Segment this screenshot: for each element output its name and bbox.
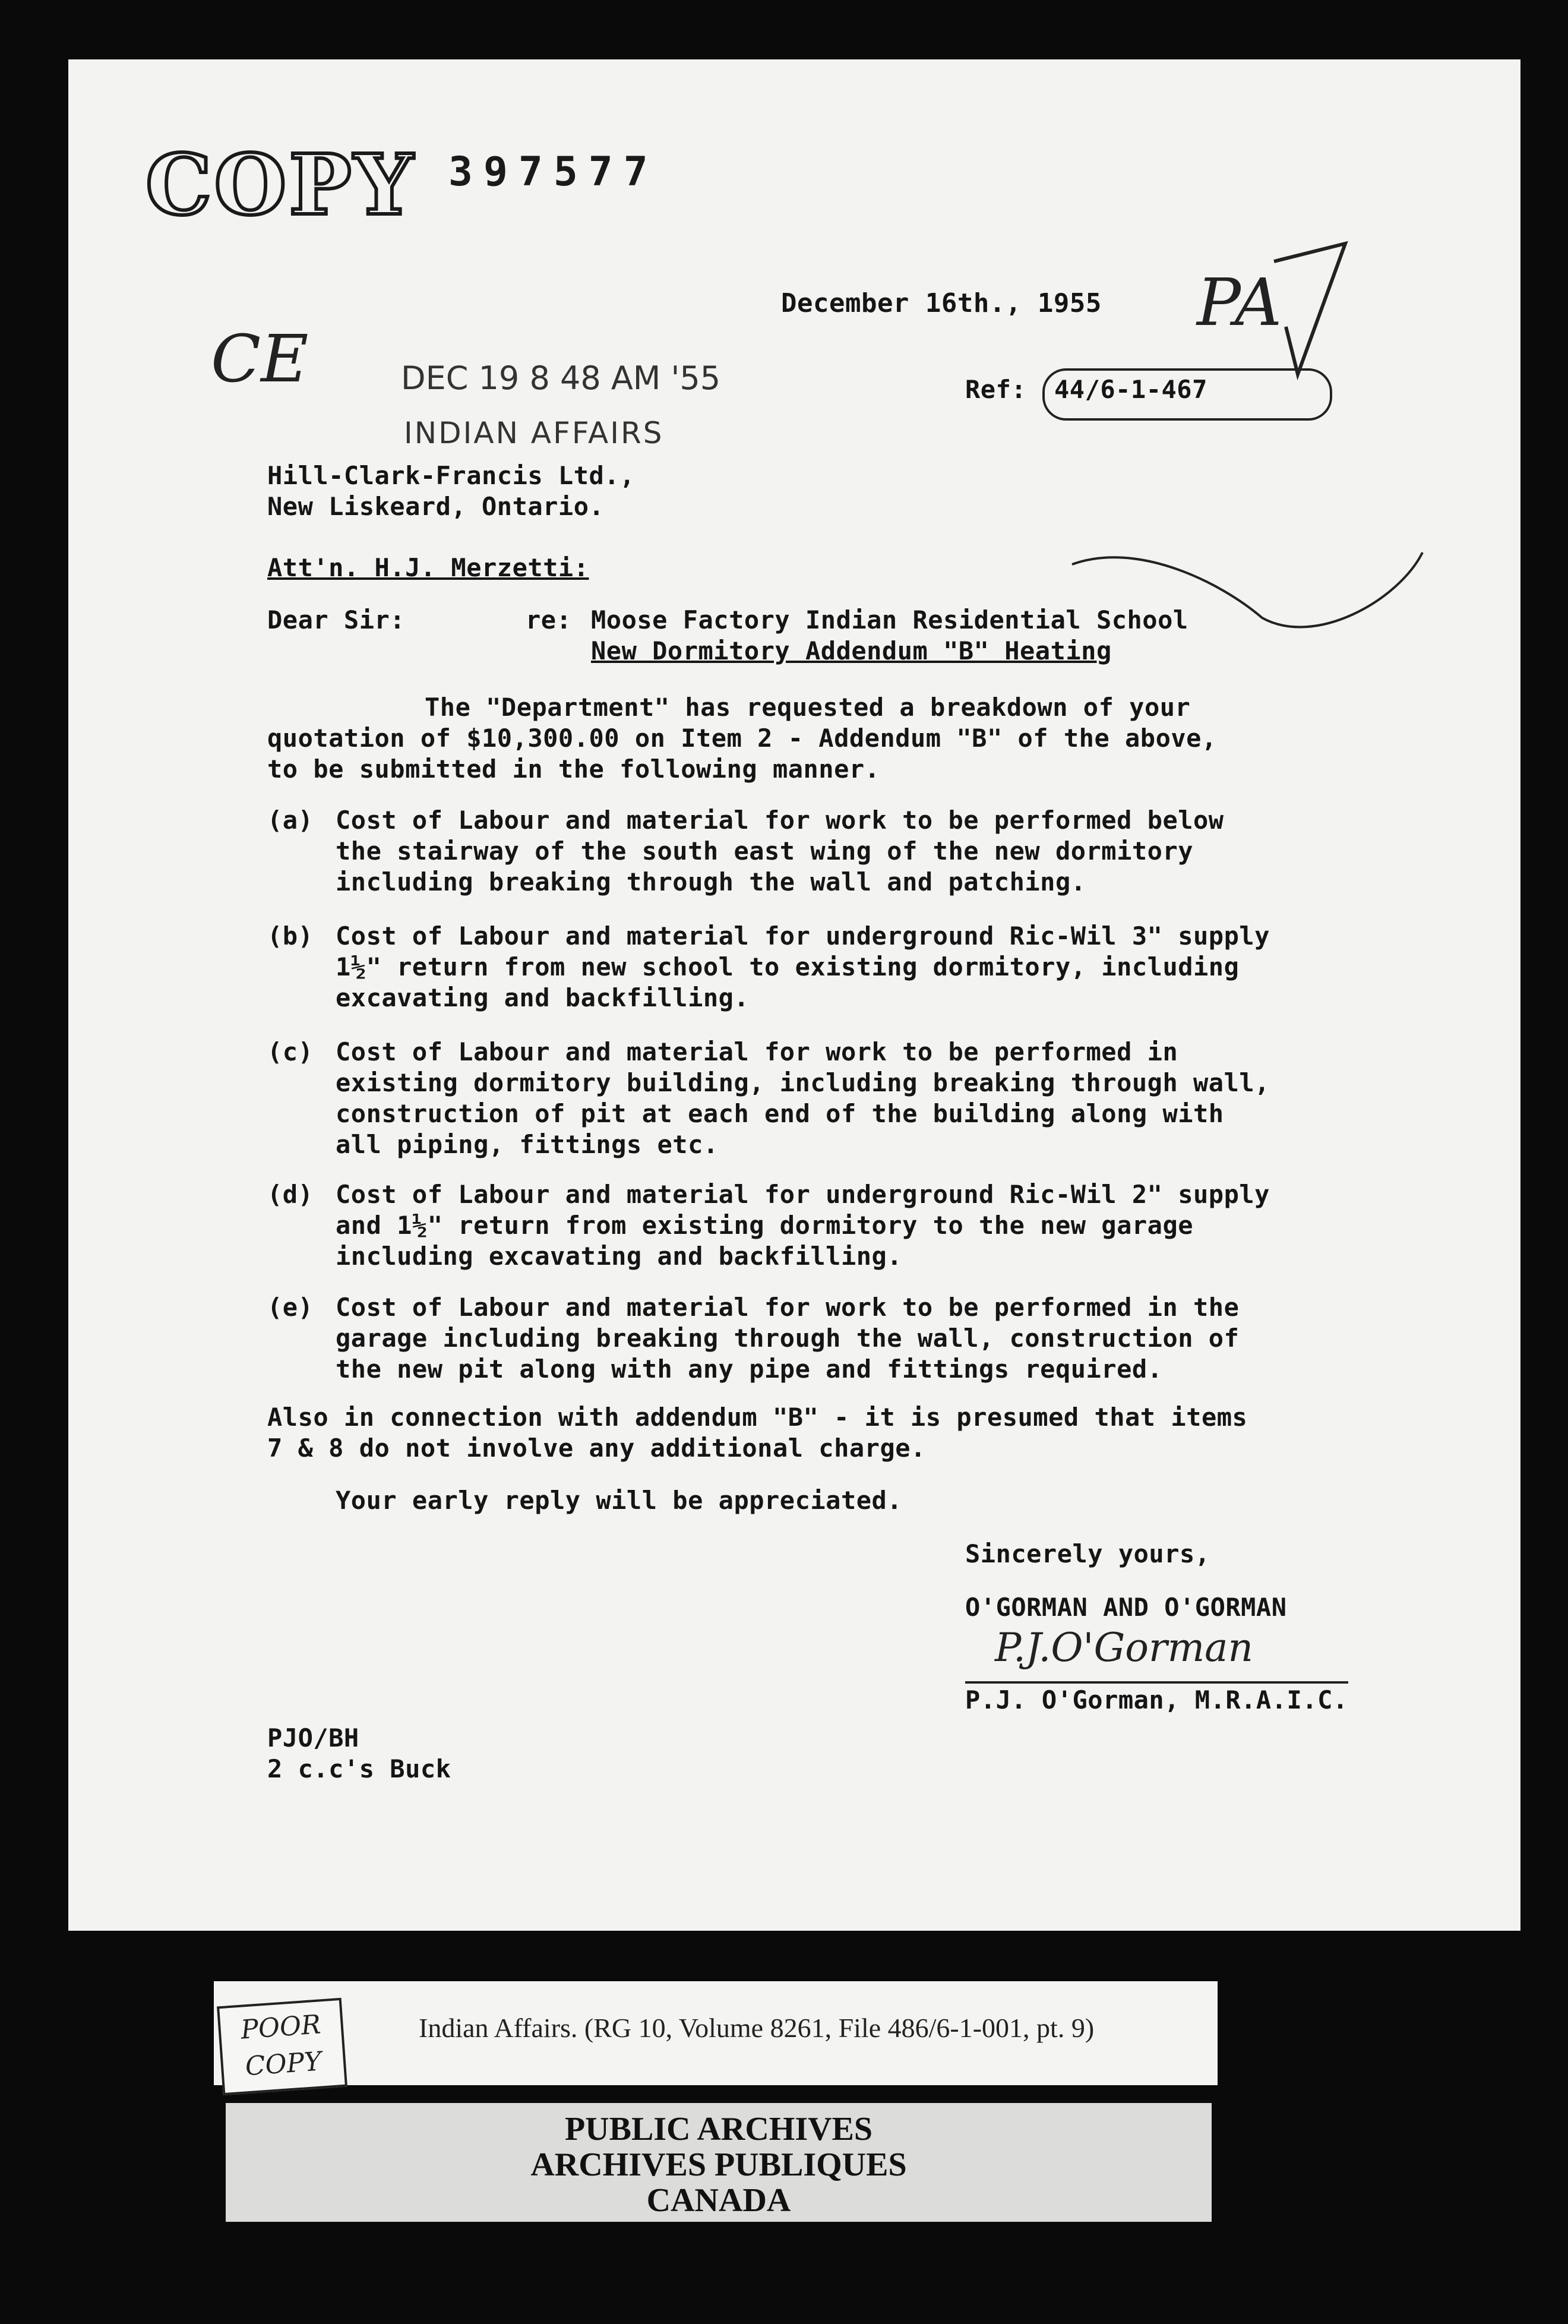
poor-copy-word-2: COPY [244,2046,323,2082]
attention-line: Att'n. H.J. Merzetti: [267,553,589,582]
received-stamp-office: INDIAN AFFAIRS [404,416,664,450]
handwritten-initials: PA [1197,264,1282,340]
sign-off-salutation: Sincerely yours, [965,1539,1210,1568]
carbon-copy-note: 2 c.c's Buck [267,1754,451,1783]
ref-label: Ref: [965,375,1027,404]
ref-circle-mark [1042,368,1332,421]
poor-copy-note [217,1998,347,2095]
re-label: re: [526,605,572,634]
subject-line-1: Moose Factory Indian Residential School [591,605,1188,634]
item-line: construction of pit at each end of the building along with [336,1099,1224,1128]
item-tag: (a) [267,806,314,835]
handwritten-signature: P.J.O'Gorman [995,1625,1254,1671]
salutation: Dear Sir: [267,605,406,634]
item-line: Cost of Labour and material for underground Ric-Wil 3" supply [336,921,1270,951]
subject-line-2: New Dormitory Addendum "B" Heating [591,636,1112,665]
archive-stamp-band [226,2103,1212,2222]
archive-line-2: ARCHIVES PUBLIQUES [530,2146,907,2183]
closing-line: Your early reply will be appreciated. [336,1486,903,1515]
handwritten-loop-mark [1066,529,1434,648]
letter-date: December 16th., 1955 [781,288,1102,318]
item-line: 1½" return from new school to existing dormitory, including [336,952,1240,981]
item-line: existing dormitory building, including breaking through wall, [336,1068,1270,1097]
item-line: garage including breaking through the wall, construction of [336,1324,1240,1353]
item-line: all piping, fittings etc. [336,1130,719,1159]
sign-off-firm: O'GORMAN AND O'GORMAN [965,1593,1287,1622]
item-line: the stairway of the south east wing of the new dormitory [336,836,1194,866]
item-line: including breaking through the wall and patching. [336,867,1086,896]
addressee-line-2: New Liskeard, Ontario. [267,492,605,521]
item-tag: (d) [267,1180,314,1209]
copy-stamp: COPY [146,137,416,234]
addressee-line-1: Hill-Clark-Francis Ltd., [267,461,635,490]
item-line: Cost of Labour and material for work to be performed in [336,1037,1178,1066]
item-line: excavating and backfilling. [336,983,750,1012]
archive-line-1: PUBLIC ARCHIVES [564,2111,873,2148]
item-line: including excavating and backfilling. [336,1242,903,1271]
item-tag: (e) [267,1293,314,1322]
reference-initials: PJO/BH [267,1723,359,1753]
intro-line-2: quotation of $10,300.00 on Item 2 - Addendum "B" of the above, [267,724,1217,753]
archive-citation-label [214,1981,1218,2085]
archive-citation: Indian Affairs. (RG 10, Volume 8261, File 486/6-1-001, pt. 9) [419,2013,1095,2043]
document-number: 397577 [448,149,659,195]
also-line-1: Also in connection with addendum "B" - it is presumed that items [267,1403,1248,1432]
intro-line-3: to be submitted in the following manner. [267,754,880,784]
archive-line-3: CANADA [646,2182,791,2219]
ref-number: 44/6-1-467 [1054,375,1207,404]
item-line: Cost of Labour and material for underground Ric-Wil 2" supply [336,1180,1270,1209]
poor-copy-word-1: POOR [239,2009,322,2045]
item-line: Cost of Labour and material for work to be performed in the [336,1293,1240,1322]
intro-line-1: The "Department" has requested a breakdown of your [425,693,1191,722]
item-line: Cost of Labour and material for work to be performed below [336,806,1224,835]
letter-page [68,59,1520,1931]
item-tag: (c) [267,1037,314,1066]
received-stamp-date: DEC 19 8 48 AM '55 [401,359,721,397]
item-line: and 1½" return from existing dormitory to the new garage [336,1211,1194,1240]
signatory-name: P.J. O'Gorman, M.R.A.I.C. [965,1681,1348,1716]
item-tag: (b) [267,921,314,951]
also-line-2: 7 & 8 do not involve any additional charge. [267,1433,926,1463]
item-line: the new pit along with any pipe and fittings required. [336,1354,1163,1384]
handwritten-ce-mark: CE [211,321,309,397]
